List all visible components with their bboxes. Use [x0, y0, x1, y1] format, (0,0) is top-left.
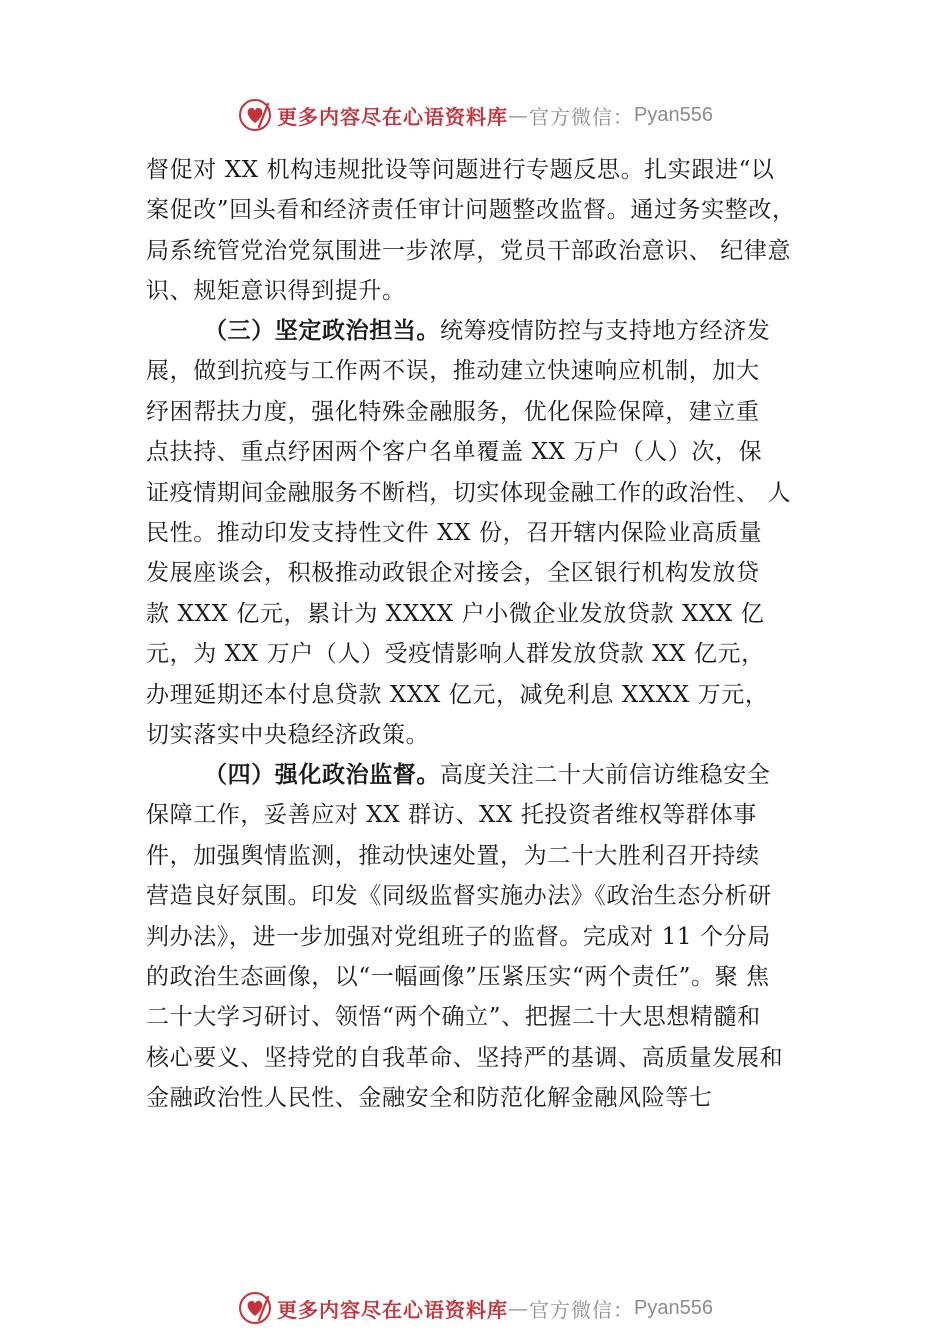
- watermark-wechat-label: 官方微信：: [529, 1297, 635, 1322]
- paragraph-section-3: [146, 311, 846, 755]
- text-line: 二十大学习研讨、领悟“两个确立”、把握二十大思想精髓和: [146, 1004, 761, 1031]
- watermark-banner-bottom: [0, 1288, 950, 1328]
- text-line: 的政治生态画像，以“一幅画像”压紧压实“两个责任”。聚 焦: [146, 963, 770, 990]
- text-line: 案促改”回头看和经济责任审计问题整改监督。通过务实整改，: [146, 197, 796, 224]
- text-line: 营造良好氛围。印发《同级监督实施办法》《政治生态分析研: [146, 883, 772, 910]
- paragraph-section-4: [146, 755, 846, 1119]
- text-line-first: [146, 755, 846, 795]
- text-line: 纾困帮扶力度，强化特殊金融服务，优化保险保障，建立重: [146, 398, 760, 425]
- text-line: 元，为 XX 万户（人）受疫情影响人群发放贷款 XX 亿元，: [146, 641, 765, 668]
- text-line: 核心要义、坚持党的自我革命、坚持严的基调、高质量发展和: [146, 1044, 784, 1071]
- heart-pen-logo-icon: [237, 97, 273, 133]
- watermark-brand-text: 更多内容尽在心语资料库: [277, 1297, 509, 1322]
- text-line-first: [146, 311, 846, 351]
- watermark-brand-text: 更多内容尽在心语资料库: [277, 104, 509, 129]
- text-line: 证疫情期间金融服务不断档，切实体现金融工作的政治性、 人: [146, 479, 792, 506]
- text-line-body: 高度关注二十大前信访维稳安全: [440, 762, 771, 788]
- text-line: 判办法》，进一步加强对党组班子的监督。完成对 11 个分局: [146, 923, 771, 950]
- text-line: 点扶持、重点纾困两个客户名单覆盖 XX 万户（人）次，保: [146, 439, 763, 466]
- text-line: 督促对 XX 机构违规批设等问题进行专题反思。扎实跟进“以: [146, 157, 775, 183]
- text-line: 办理延期还本付息贷款 XXX 亿元，减免利息 XXXX 万元，: [146, 681, 769, 708]
- watermark-wechat-id: Pyan556: [634, 1296, 713, 1319]
- heart-pen-logo-icon: [237, 1290, 273, 1326]
- text-line: 保障工作，妥善应对 XX 群访、XX 托投资者维权等群体事: [146, 802, 757, 829]
- paragraph-1: [146, 150, 846, 312]
- text-line: 识、规矩意识得到提升。: [146, 278, 406, 305]
- text-line: 发展座谈会，积极推动政银企对接会，全区银行机构发放贷: [146, 560, 760, 587]
- text-line: 切实落实中央稳经济政策。: [146, 721, 430, 748]
- text-line: 款 XXX 亿元，累计为 XXXX 户小微企业发放贷款 XXX 亿: [146, 600, 765, 627]
- text-line: 展，做到抗疫与工作两不误，推动建立快速响应机制，加大: [146, 358, 760, 385]
- text-line: 件，加强舆情监测，推动快速处置，为二十大胜利召开持续: [146, 842, 760, 869]
- watermark-wechat-label: 官方微信：: [529, 104, 635, 129]
- text-line: 金融政治性人民性、金融安全和防范化解金融风险等七: [146, 1085, 713, 1112]
- watermark-dash: —: [508, 1296, 530, 1320]
- watermark-dash: —: [508, 103, 530, 127]
- section-heading: （四）强化政治监督。: [204, 761, 440, 788]
- watermark-wechat-id: Pyan556: [634, 103, 713, 126]
- text-line: 局系统管党治党氛围进一步浓厚，党员干部政治意识、 纪律意: [146, 237, 792, 264]
- watermark-banner-top: [0, 95, 950, 135]
- text-line-body: 统筹疫情防控与支持地方经济发: [440, 318, 771, 344]
- text-line: 民性。推动印发支持性文件 XX 份，召开辖内保险业高质量: [146, 519, 763, 546]
- section-heading: （三）坚定政治担当。: [204, 317, 440, 344]
